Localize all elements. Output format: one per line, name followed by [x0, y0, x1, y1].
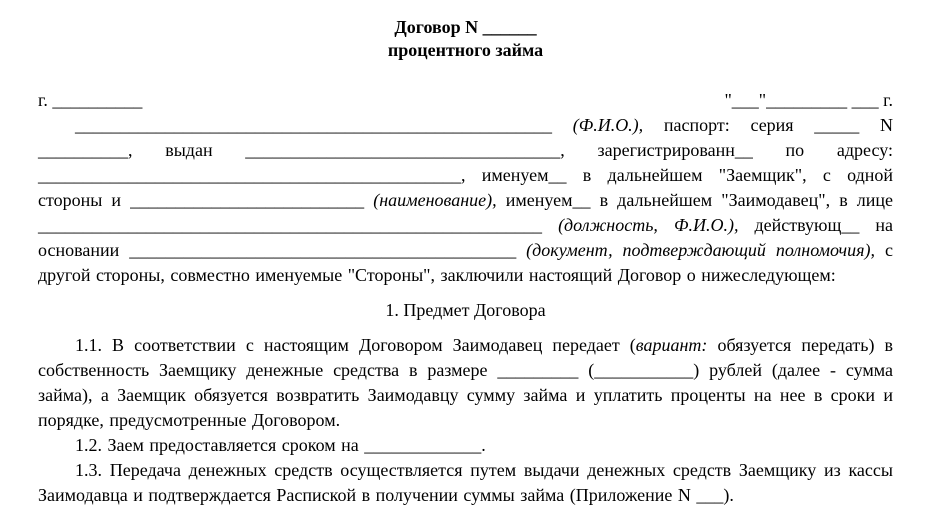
section-1-heading: 1. Предмет Договора: [385, 300, 546, 320]
title-number-line: Договор N ______: [394, 17, 537, 37]
preamble-paragraph: [38, 113, 893, 288]
document-title: [38, 16, 893, 62]
clause-1-3: 1.3. Передача денежных средств осуществляется путем выдачи денежных средств Заемщику из кассы Заимодавца и подтверждается Распиской в получении суммы займа (Приложение N ___).: [38, 460, 893, 505]
position-fio-annotation: (должность, Ф.И.О.),: [558, 215, 739, 235]
variant-annotation: вариант:: [635, 335, 708, 355]
parties-conclusion-text: с другой стороны, совместно именуемые "Стороны", заключили настоящий Договор о нижеследующем:: [38, 240, 893, 285]
clause-1-2: 1.2. Заем предоставляется сроком на _____________.: [75, 435, 486, 455]
passport-and-borrower-text: паспорт: серия _____ N __________, выдан ___________________________________, зарегистрированн__ по адресу: _______________________________________________, именуем__ в дальнейшем "Заемщик", с одной стороны и __________________________: [38, 115, 894, 210]
clause-1-1: [38, 333, 893, 433]
lender-text: именуем__ в дальнейшем "Заимодавец", в лице ________________________________________________________: [38, 190, 894, 235]
date-blank: "___"_________ ___ г.: [724, 90, 893, 110]
clause-1-1-text-start: 1.1. В соответствии с настоящим Договором Заимодавец передает (: [75, 335, 636, 355]
acting-on-basis-text: действующ__ на основании ___________________________________________: [38, 215, 893, 260]
borrower-fio-blank: _____________________________________________________: [75, 115, 573, 135]
title-type-line: процентного займа: [387, 40, 544, 60]
fio-annotation: (Ф.И.О.),: [572, 115, 644, 135]
authority-document-annotation: (документ, подтверждающий полномочия),: [526, 240, 875, 260]
city-blank: г. __________: [38, 90, 143, 110]
clause-1-1-text-end: обязуется передать) в собственность Заемщику денежные средства в размере _________ (___________) рублей (далее - сумма займа), а Заемщик обязуется возвратить Заимодавцу сумму займа и уплатить проценты на нее в сроки и порядке, предусмотренные Договором.: [38, 335, 894, 430]
name-annotation: (наименование),: [373, 190, 497, 210]
header-row: [38, 88, 893, 113]
